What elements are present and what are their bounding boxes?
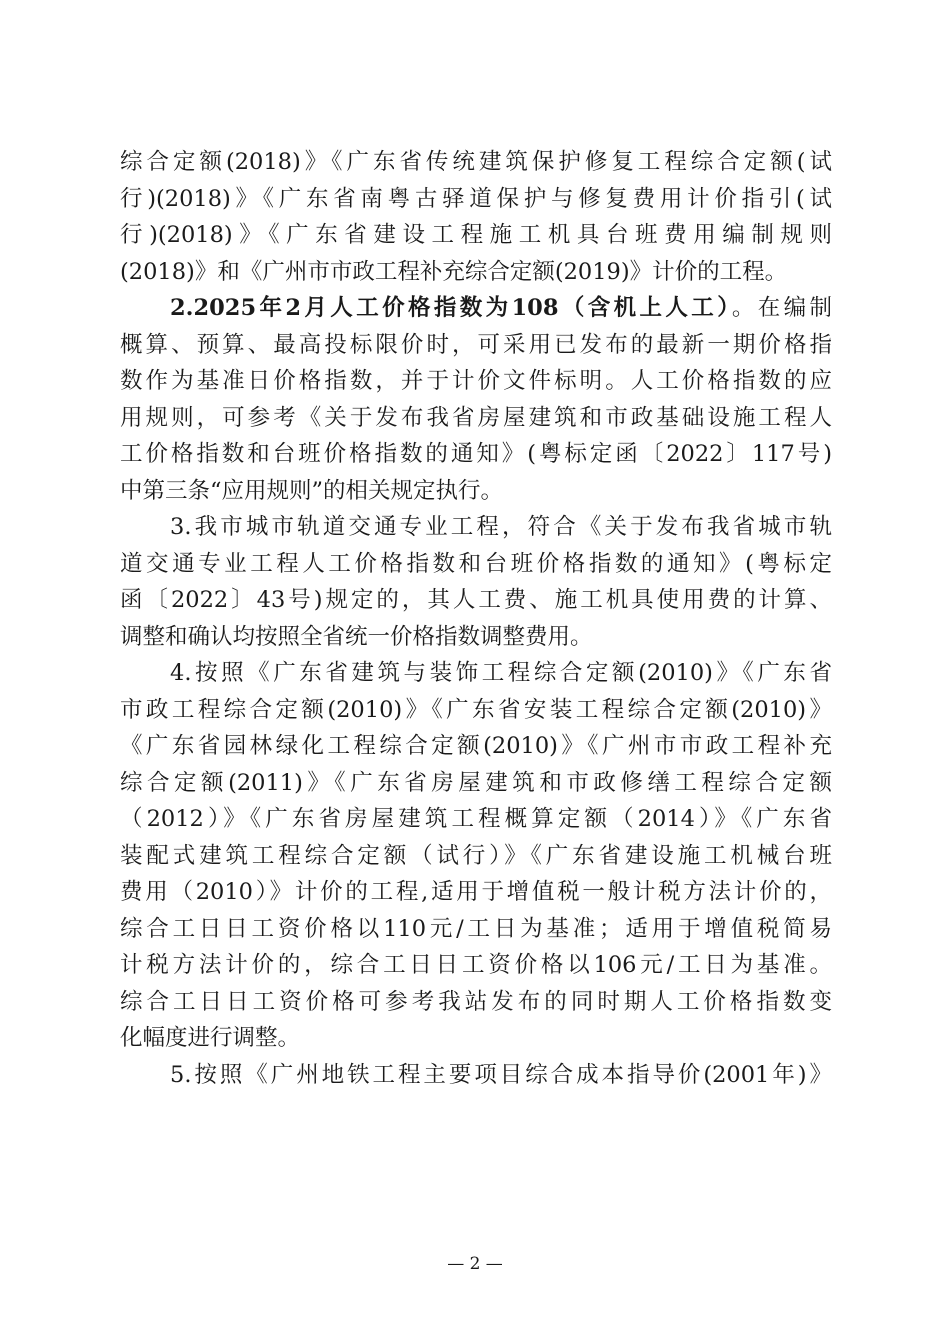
text-fragment: 。在编制 (731, 295, 832, 321)
text-line: 用规则，可参考《关于发布我省房屋建筑和市政基础设施工程人 (120, 404, 832, 431)
text-line: 概算、预算、最高投标限价时，可采用已发布的最新一期价格指 (120, 331, 832, 358)
text-line: 中第三条“应用规则”的相关规定执行。 (120, 477, 504, 504)
text-line: 装配式建筑工程综合定额（试行）》《广东省建设施工机械台班 (120, 842, 832, 869)
text-line: 行)(2018)》《广东省建设工程施工机具台班费用编制规则 (120, 222, 832, 248)
page-number: — 2 — (447, 1254, 503, 1274)
paragraph-4 (120, 655, 832, 1057)
text-line: 计税方法计价的，综合工日日工资价格以106元/工日为基准。 (120, 952, 832, 978)
text-line: 行)(2018)》《广东省南粤古驿道保护与修复费用计价指引(试 (120, 185, 832, 212)
paragraph-2 (120, 290, 832, 509)
paragraph-5 (120, 1057, 832, 1094)
labor-index-statement: 2.2025年2月人工价格指数为108（含机上人工） (170, 295, 732, 321)
text-line (120, 290, 832, 327)
text-line: 函〔2022〕43号)规定的，其人工费、施工机具使用费的计算、 (120, 587, 832, 613)
text-line: 5.按照《广州地铁工程主要项目综合成本指导价(2001年)》 (170, 1061, 832, 1088)
text-line: （2012）》《广东省房屋建筑工程概算定额（2014）》《广东省 (120, 806, 832, 832)
text-line: 市政工程综合定额(2010)》《广东省安装工程综合定额(2010)》 (120, 696, 832, 723)
text-line: 调整和确认均按照全省统一价格指数调整费用。 (120, 623, 593, 650)
text-line: 道交通专业工程人工价格指数和台班价格指数的通知》(粤标定 (120, 550, 832, 577)
paragraph-3 (120, 509, 832, 655)
text-line: 综合工日日工资价格以110元/工日为基准；适用于增值税简易 (120, 915, 832, 942)
text-line: 综合工日日工资价格可参考我站发布的同时期人工价格指数变 (120, 988, 832, 1015)
text-line: 综合定额(2011)》《广东省房屋建筑和市政修缮工程综合定额 (120, 769, 832, 796)
body-text (120, 144, 832, 1093)
text-line: 费用（2010）》计价的工程,适用于增值税一般计税方法计价的， (120, 879, 832, 905)
text-line: 数作为基准日价格指数，并于计价文件标明。人工价格指数的应 (120, 368, 832, 394)
paragraph-1 (120, 144, 832, 290)
text-line: 综合定额(2018)》《广东省传统建筑保护修复工程综合定额(试 (120, 149, 832, 175)
text-line: 工价格指数和台班价格指数的通知》(粤标定函〔2022〕117号) (120, 441, 832, 467)
text-line: 《广东省园林绿化工程综合定额(2010)》《广州市市政工程补充 (120, 733, 832, 759)
text-line: 3.我市城市轨道交通专业工程，符合《关于发布我省城市轨 (170, 514, 832, 540)
text-line: 4.按照《广东省建筑与装饰工程综合定额(2010)》《广东省 (170, 660, 832, 686)
text-line: (2018)》和《广州市市政工程补充综合定额(2019)》计价的工程。 (120, 258, 788, 285)
text-line: 化幅度进行调整。 (120, 1025, 301, 1051)
